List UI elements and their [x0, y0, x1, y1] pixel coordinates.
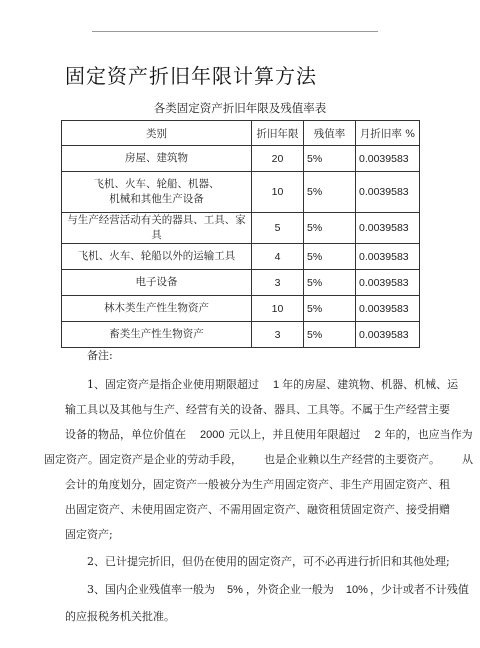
table-row	[62, 244, 420, 270]
note-text: 1、固定资产是指企业使用期限超过	[87, 378, 259, 391]
cell-monthly-rate: 0.0039583	[356, 146, 420, 172]
cell-monthly-rate: 0.0039583	[356, 322, 420, 348]
cell-years: 10	[252, 172, 304, 213]
cell-years: 4	[252, 244, 304, 270]
note-text: 固定资产。固定资产是企业的劳动手段，	[44, 453, 242, 466]
cell-monthly-rate: 0.0039583	[356, 244, 420, 270]
note-1-line-6: 出固定资产、未使用固定资产、不需用固定资产、融资租赁固定资产、接受捐赠	[65, 503, 450, 516]
category-text: 畜类生产性生物资产	[109, 328, 204, 340]
cell-years: 3	[252, 270, 304, 296]
cell-category	[62, 244, 252, 270]
cell-residual: 5%	[304, 270, 356, 296]
note-2: 2、已计提完折旧，但仍在使用的固定资产，可不必再进行折旧和其他处理;	[87, 555, 450, 568]
table-row	[62, 213, 420, 244]
category-text-line1: 飞机、火车、轮船、机器、	[93, 178, 220, 190]
note-text: 元以上，并且使用年限超过	[228, 428, 361, 441]
cell-category	[62, 146, 252, 172]
category-text-line2: 机械和其他生产设备	[109, 193, 204, 205]
cell-residual: 5%	[304, 322, 356, 348]
note-3-line-2: 的应报税务机关批准。	[65, 610, 175, 623]
note-text: ，少计或者不计残值	[369, 583, 469, 596]
note-text: 从	[462, 453, 473, 466]
cell-monthly-rate: 0.0039583	[356, 270, 420, 296]
table-row	[62, 270, 420, 296]
cell-years: 10	[252, 296, 304, 322]
cell-category	[62, 296, 252, 322]
cell-category	[62, 213, 252, 244]
note-1-line-4	[44, 451, 473, 467]
category-text: 房屋、建筑物	[125, 152, 188, 164]
category-text: 与生产经营活动有关的器具、工具、家具	[67, 214, 246, 241]
header-years: 折旧年限	[252, 121, 304, 146]
cell-residual: 5%	[304, 244, 356, 270]
category-text: 林木类生产性生物资产	[104, 302, 209, 314]
note-1-line-7: 固定资产;	[65, 528, 113, 541]
cell-residual: 5%	[304, 296, 356, 322]
cell-category	[62, 322, 252, 348]
cell-category	[62, 270, 252, 296]
note-number: 10%	[345, 584, 368, 596]
page-title: 固定资产折旧年限计算方法	[65, 64, 317, 88]
table-row	[62, 146, 420, 172]
header-monthly-rate: 月折旧率 %	[356, 121, 420, 146]
note-text: ，外资企业一般为	[245, 583, 334, 596]
cell-category	[62, 172, 252, 213]
note-1-line-1	[87, 376, 458, 392]
cell-residual: 5%	[304, 146, 356, 172]
note-1-line-3	[65, 426, 473, 442]
cell-years: 20	[252, 146, 304, 172]
note-text: 年的房屋、建筑物、机器、机械、运	[282, 378, 459, 391]
note-text: 也是企业赖以生产经营的主要资产。	[264, 453, 440, 466]
note-number: 1	[273, 379, 280, 391]
note-number: 5%	[227, 584, 243, 596]
category-text: 飞机、火车、轮船以外的运输工具	[77, 250, 236, 262]
table-row	[62, 296, 420, 322]
note-text: 设备的物品，单位价值在	[65, 428, 186, 441]
cell-monthly-rate: 0.0039583	[356, 296, 420, 322]
cell-years: 3	[252, 322, 304, 348]
depreciation-table	[61, 120, 420, 348]
note-1-line-2: 输工具以及其他与生产、经营有关的设备、器具、工具等。不属于生产经营主要	[65, 403, 450, 416]
note-number: 2000	[200, 429, 225, 441]
note-1-line-5: 会计的角度划分，固定资产一般被分为生产用固定资产、非生产用固定资产、租	[65, 478, 450, 491]
cell-monthly-rate: 0.0039583	[356, 213, 420, 244]
cell-residual: 5%	[304, 213, 356, 244]
header-residual: 残值率	[304, 121, 356, 146]
cell-residual: 5%	[304, 172, 356, 213]
table-row	[62, 322, 420, 348]
header-rule	[92, 31, 378, 32]
note-3-line-1	[87, 581, 469, 597]
note-number: 2	[374, 429, 381, 441]
cell-years: 5	[252, 213, 304, 244]
notes-heading: 备注:	[87, 349, 113, 362]
table-header-row	[62, 121, 420, 146]
cell-monthly-rate: 0.0039583	[356, 172, 420, 213]
table-caption: 各类固定资产折旧年限及残值率表	[153, 101, 327, 115]
note-text: 3、国内企业残值率一般为	[87, 583, 215, 596]
note-text: 年的，也应当作为	[384, 428, 473, 441]
category-text: 电子设备	[135, 276, 178, 288]
header-category: 类别	[62, 121, 252, 146]
table-row	[62, 172, 420, 213]
